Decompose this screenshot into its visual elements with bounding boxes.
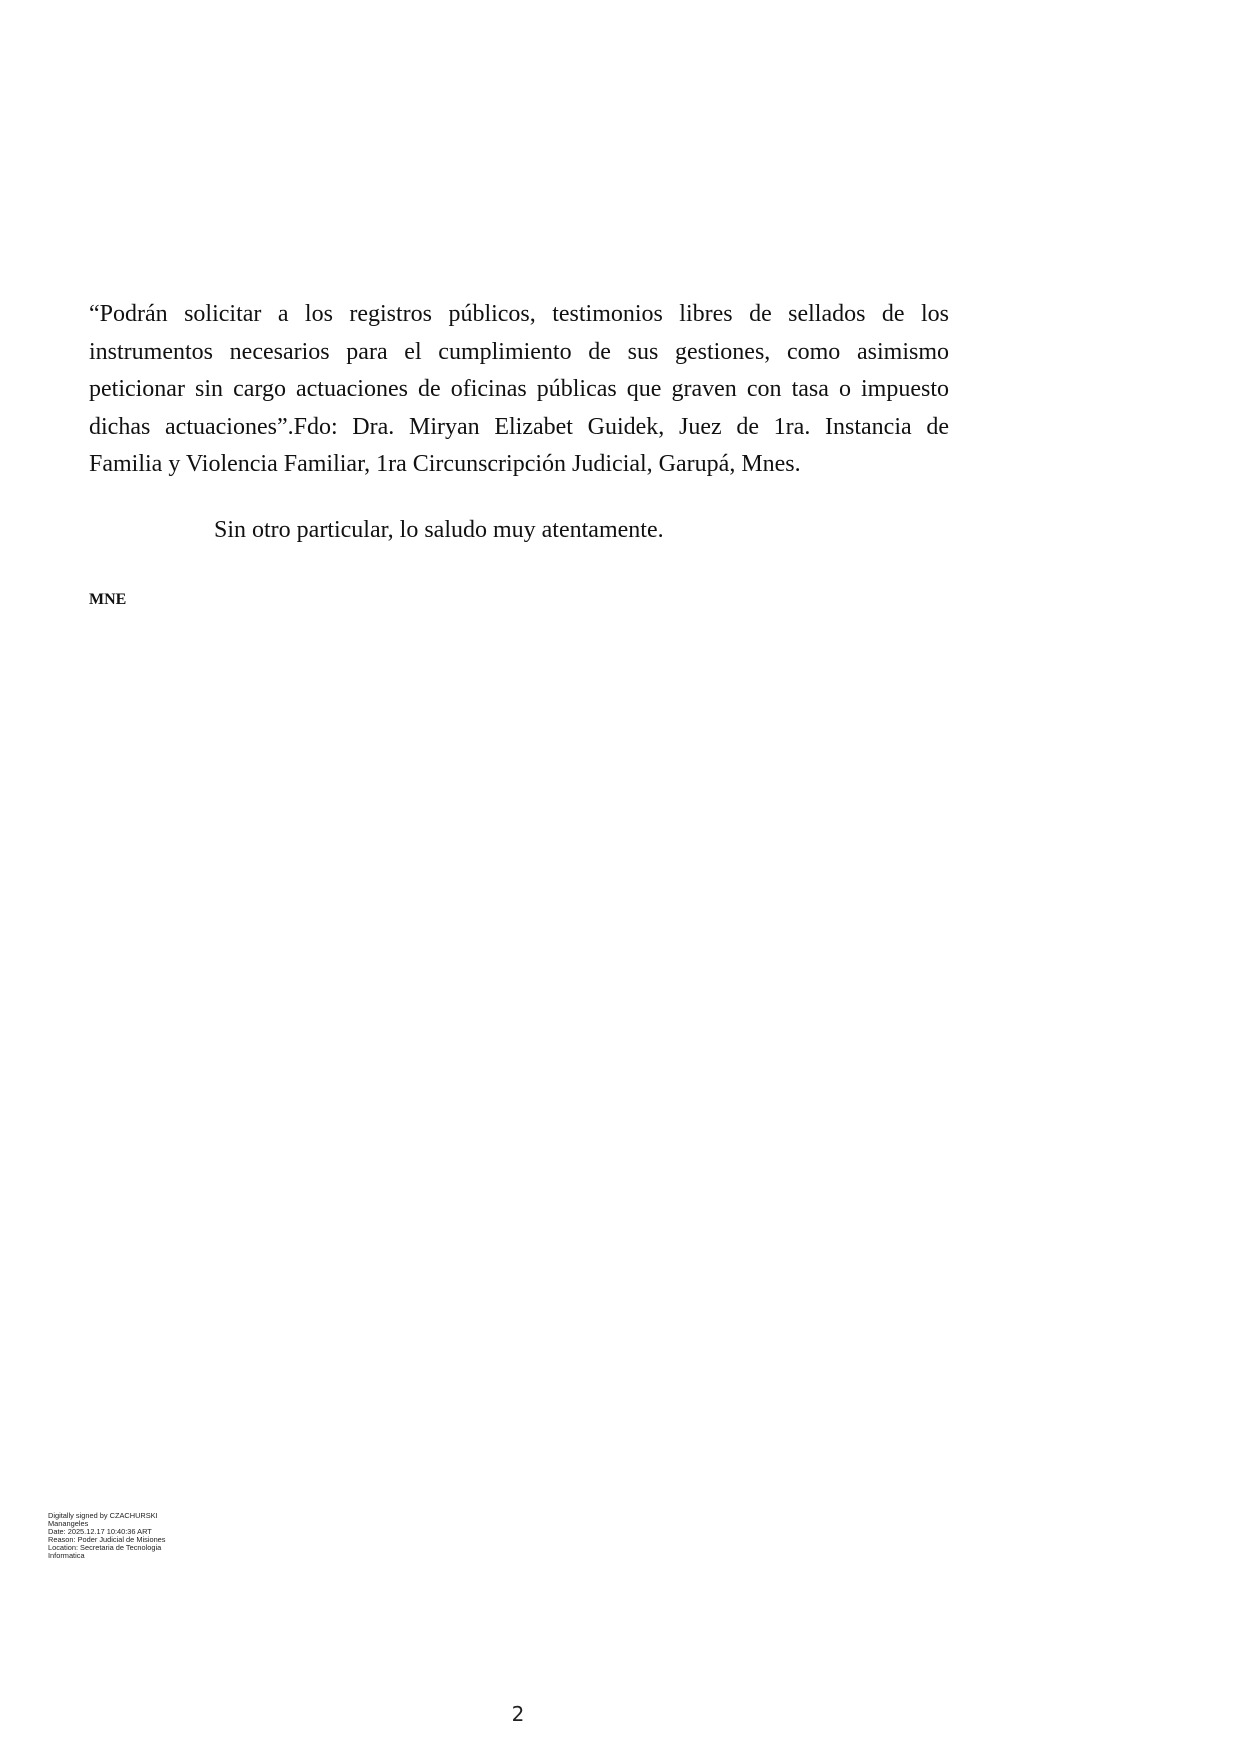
paragraph-line: instrumentos necesarios para el cumplimiento de sus gestiones, como asimismo (89, 338, 949, 365)
paragraph-line: Familia y Violencia Familiar, 1ra Circunscripción Judicial, Garupá, Mnes. (89, 451, 801, 478)
signature-line: Manangeles (48, 1519, 89, 1529)
page-number: 2 (511, 1702, 525, 1726)
signature-line: Date: 2025.12.17 10:40:36 ART (48, 1527, 152, 1537)
signature-line: Digitally signed by CZACHURSKI (48, 1511, 158, 1520)
closing-salutation: Sin otro particular, lo saludo muy atentamente. (214, 517, 664, 543)
digital-signature-stamp (48, 1512, 208, 1561)
paragraph-line: dichas actuaciones”.Fdo: Dra. Miryan Elizabet Guidek, Juez de 1ra. Instancia de (89, 413, 949, 440)
signature-line: Informatica (48, 1551, 85, 1561)
quoted-paragraph (89, 296, 949, 484)
paragraph-line: “Podrán solicitar a los registros públicos, testimonios libres de sellados de los (89, 301, 949, 327)
author-initials: MNE (89, 591, 127, 608)
signature-line: Reason: Poder Judicial de Misiones (48, 1535, 166, 1545)
signature-line: Location: Secretaria de Tecnologia (48, 1543, 162, 1553)
paragraph-line: peticionar sin cargo actuaciones de oficinas públicas que graven con tasa o impuesto (89, 376, 949, 403)
